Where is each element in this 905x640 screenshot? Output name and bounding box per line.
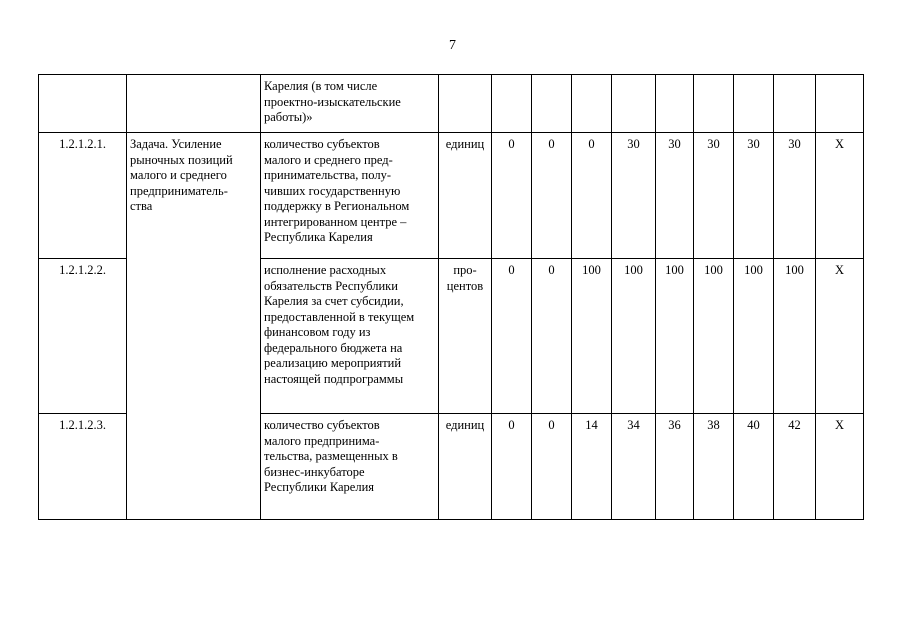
row-code: 1.2.1.2.3. [39, 414, 127, 520]
cell-value: 0 [532, 259, 572, 414]
indicator-text: Карелия (в том числе проектно-изыскательские работы)» [264, 79, 401, 124]
cell-last: Х [816, 414, 864, 520]
cell-indicator [261, 414, 439, 520]
cell-value: 0 [532, 414, 572, 520]
cell-value: 100 [694, 259, 734, 414]
cell-unit [439, 133, 492, 259]
task-text: Задача. Усиление рыночных позиций малого и среднего предприниматель- ства [130, 137, 233, 213]
cell-value: 30 [734, 133, 774, 259]
cell-value: 40 [734, 414, 774, 520]
cell-task [127, 75, 261, 133]
unit-text: про- центов [446, 263, 484, 293]
indicator-text: количество субъектов малого предпринима- тельства, размещенных в бизнес-инкубаторе Республики Карелия [264, 418, 398, 494]
cell-indicator [261, 259, 439, 414]
cell-indicator [261, 75, 439, 133]
continuation-row [39, 75, 864, 133]
cell-value [612, 75, 656, 133]
page-number: 7 [449, 38, 456, 53]
cell-indicator [261, 133, 439, 259]
cell-last [816, 75, 864, 133]
cell-value: 0 [492, 259, 532, 414]
cell-value: 14 [572, 414, 612, 520]
cell-code [39, 75, 127, 133]
cell-value [656, 75, 694, 133]
cell-value [572, 75, 612, 133]
cell-unit [439, 75, 492, 133]
cell-value [492, 75, 532, 133]
cell-value: 30 [774, 133, 816, 259]
cell-value [694, 75, 734, 133]
row-code: 1.2.1.2.2. [39, 259, 127, 414]
unit-text: единиц [445, 418, 485, 432]
indicators-table [38, 74, 864, 520]
cell-value: 30 [612, 133, 656, 259]
cell-value: 0 [492, 414, 532, 520]
cell-value: 100 [656, 259, 694, 414]
cell-value: 100 [774, 259, 816, 414]
row-code: 1.2.1.2.1. [39, 133, 127, 259]
cell-value: 38 [694, 414, 734, 520]
cell-value: 34 [612, 414, 656, 520]
cell-value: 0 [532, 133, 572, 259]
cell-value [774, 75, 816, 133]
unit-text: единиц [445, 137, 485, 151]
cell-last: Х [816, 259, 864, 414]
cell-value: 0 [492, 133, 532, 259]
cell-last: Х [816, 133, 864, 259]
table-row [39, 133, 864, 259]
cell-value [532, 75, 572, 133]
cell-value: 100 [612, 259, 656, 414]
cell-value: 30 [656, 133, 694, 259]
indicator-text: исполнение расходных обязательств Республики Карелия за счет субсидии, предоставленной в текущем финансовом году из федерального бюджета на реализацию мероприятий настоящей подпрограммы [264, 263, 415, 386]
cell-value: 30 [694, 133, 734, 259]
cell-unit [439, 259, 492, 414]
cell-value [734, 75, 774, 133]
cell-value: 100 [572, 259, 612, 414]
task-cell [127, 133, 261, 520]
indicator-text: количество субъектов малого и среднего пред- принимательства, полу- чивших государственную поддержку в Региональном интегрированном центре – Республика Карелия [264, 137, 410, 244]
cell-value: 36 [656, 414, 694, 520]
cell-unit [439, 414, 492, 520]
cell-value: 0 [572, 133, 612, 259]
cell-value: 42 [774, 414, 816, 520]
cell-value: 100 [734, 259, 774, 414]
